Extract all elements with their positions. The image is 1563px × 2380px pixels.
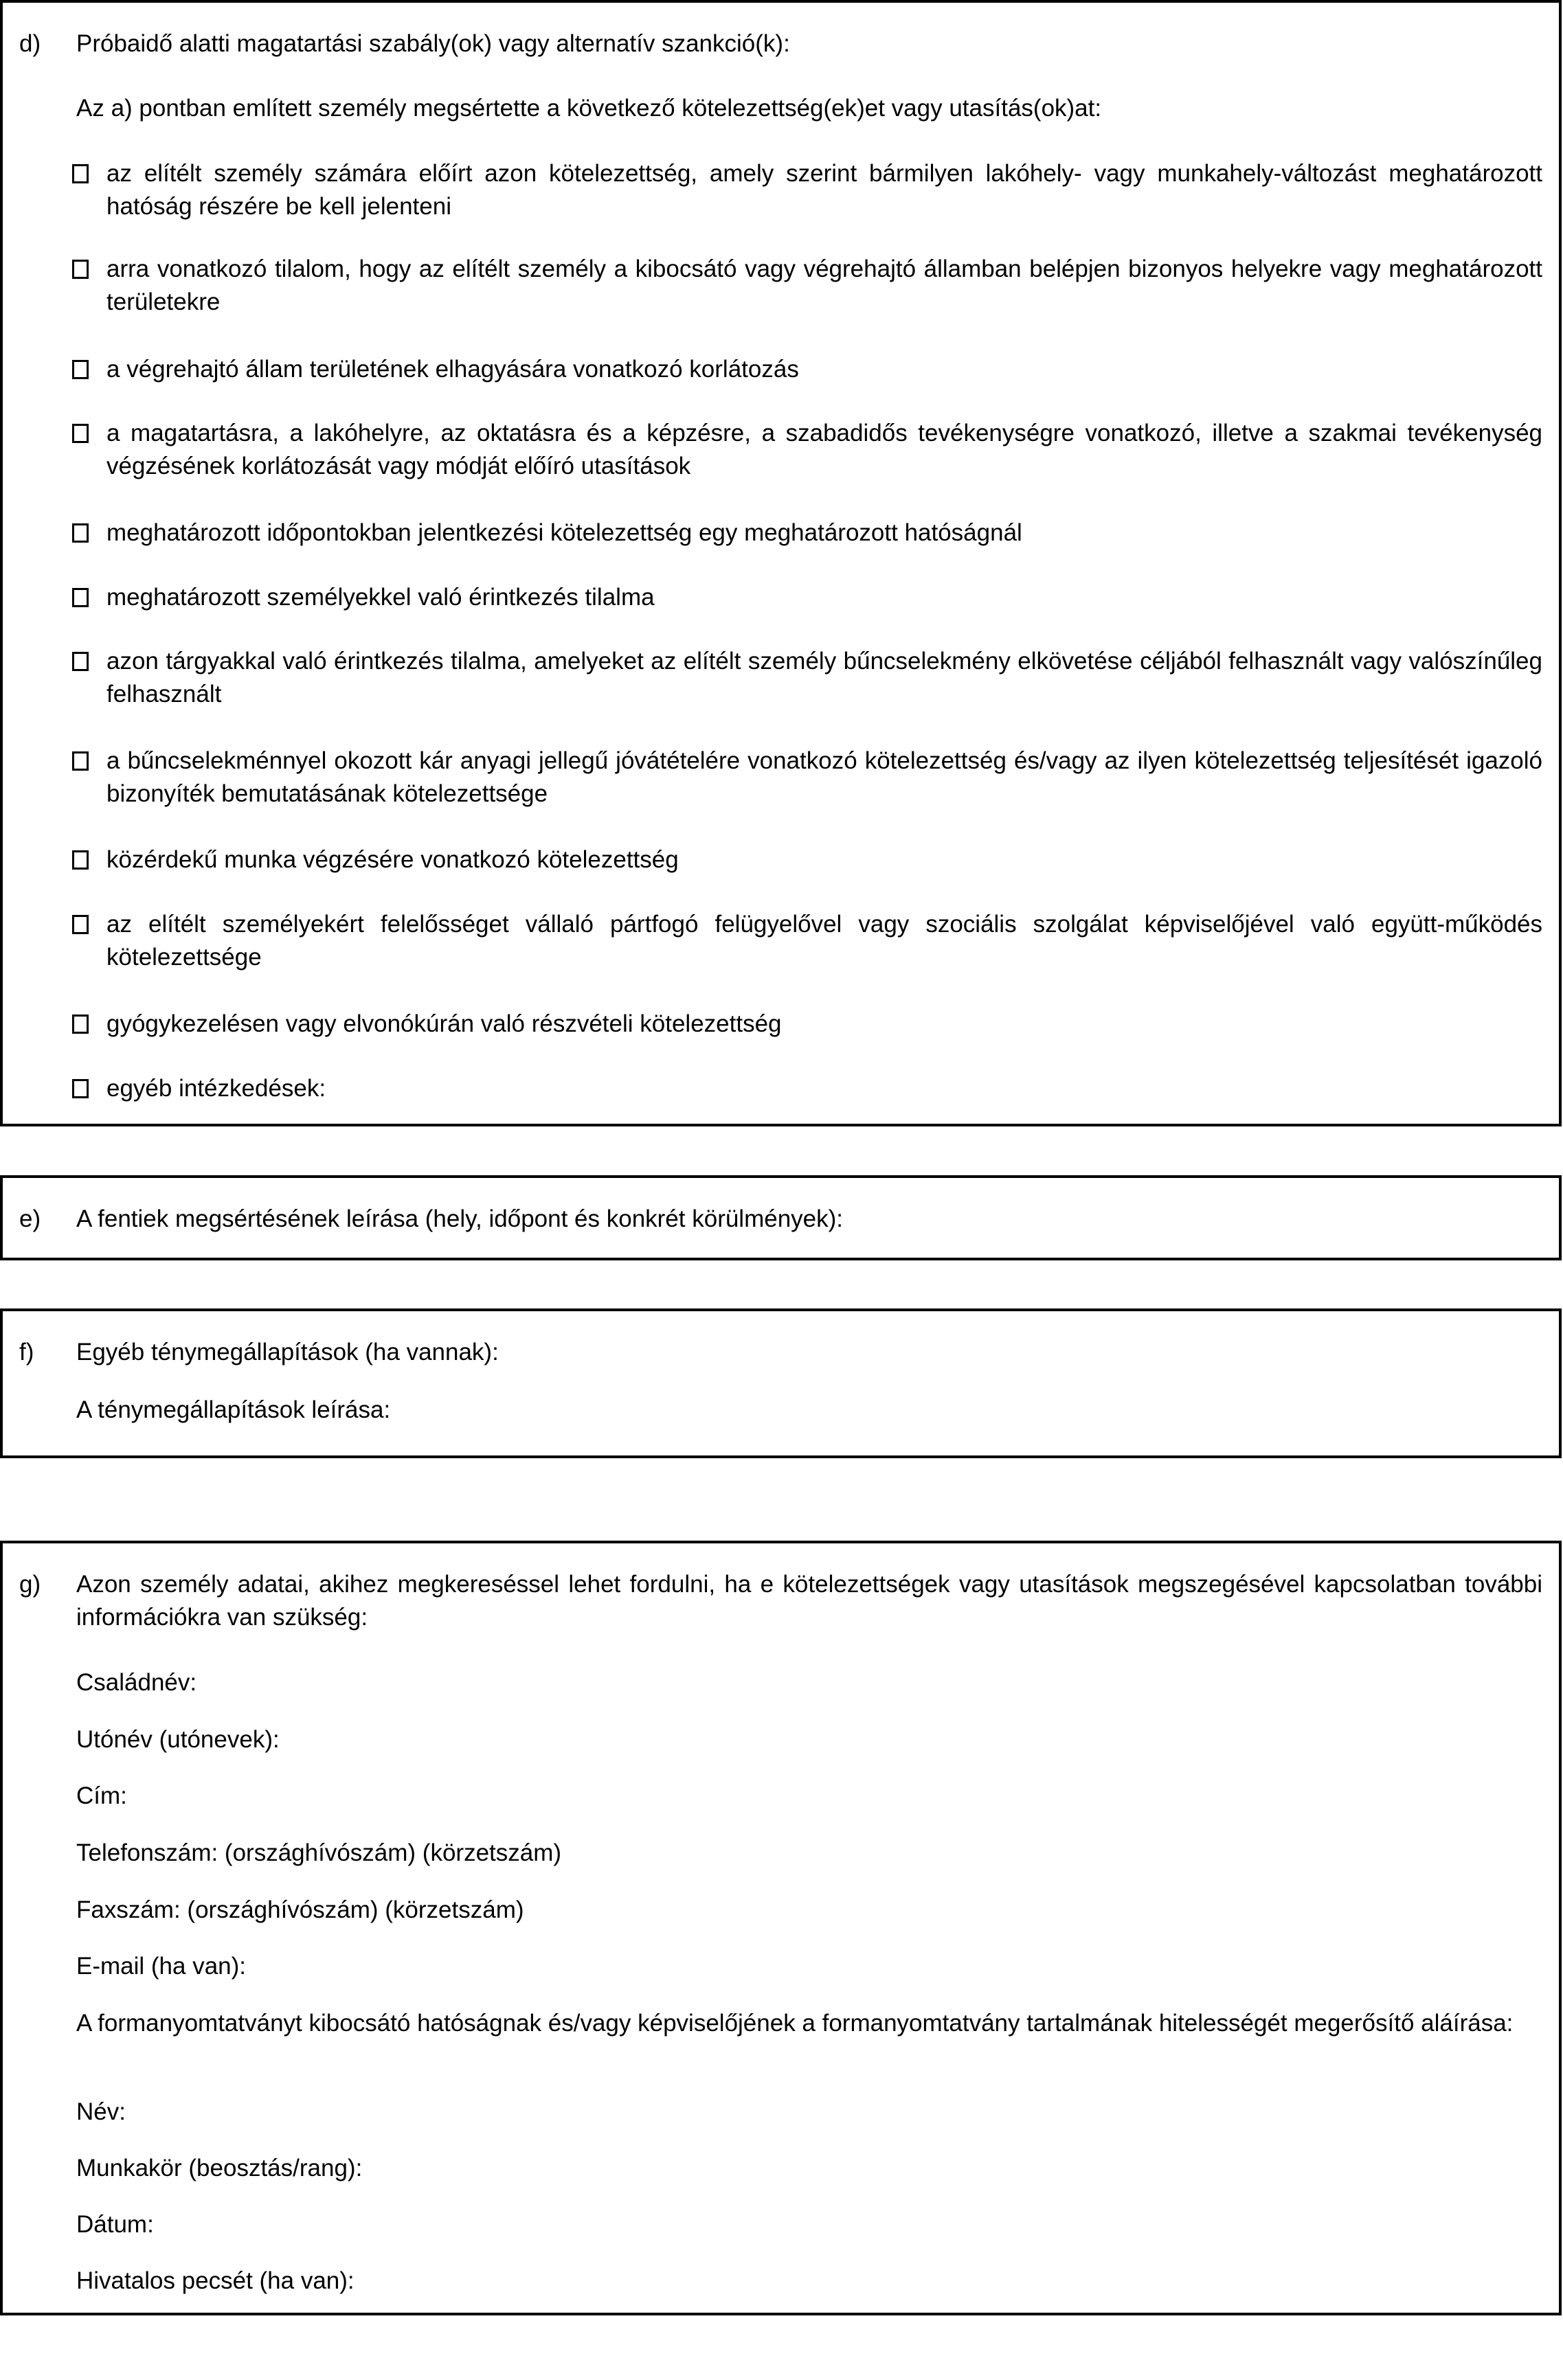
signature-date-field: Dátum: xyxy=(76,2211,154,2238)
checklist-item-text: egyéb intézkedések: xyxy=(106,1075,326,1102)
checklist-item-leave-restriction[interactable] xyxy=(72,353,1542,386)
checklist-item-contact-persons-ban[interactable] xyxy=(72,581,1542,614)
checkbox[interactable] xyxy=(72,1079,89,1098)
signer-position-field: Munkakör (beosztás/rang): xyxy=(76,2155,363,2181)
checkbox[interactable] xyxy=(72,164,89,183)
checkbox[interactable] xyxy=(72,260,89,279)
section-d-title: Próbaidő alatti magatartási szabály(ok) vagy alternatív szankció(k): xyxy=(76,30,790,57)
checklist-item-text: a végrehajtó állam területének elhagyására vonatkozó korlátozás xyxy=(106,356,799,383)
checklist-item-behaviour-instructions[interactable] xyxy=(72,417,1542,483)
section-e-title: A fentiek megsértésének leírása (hely, időpont és konkrét körülmények): xyxy=(76,1205,844,1232)
official-stamp-field: Hivatalos pecsét (ha van): xyxy=(76,2267,355,2294)
checkbox[interactable] xyxy=(72,424,89,443)
section-f-heading xyxy=(19,1336,1542,1369)
section-d-label: d) xyxy=(19,30,41,57)
checklist-item-compensation[interactable] xyxy=(72,745,1542,811)
checklist-item-text: azon tárgyakkal való érintkezés tilalma, amelyeket az elítélt személy bűncselekmény elkövetése céljából felhasznált vagy valószínűleg felhasznált xyxy=(106,648,1542,707)
checklist-item-entry-ban[interactable] xyxy=(72,253,1542,319)
checklist-item-text: meghatározott időpontokban jelentkezési kötelezettség egy meghatározott hatóságnál xyxy=(106,519,1022,546)
checkbox[interactable] xyxy=(72,850,89,870)
section-e-label: e) xyxy=(19,1205,41,1232)
section-d-box xyxy=(0,0,1562,1126)
checklist-item-other-measures[interactable] xyxy=(72,1072,1542,1105)
checklist-item-contact-objects-ban[interactable] xyxy=(72,645,1542,711)
section-d-intro: Az a) pontban említett személy megsértette a következő kötelezettség(ek)et vagy utasítás(ok)at: xyxy=(76,95,1102,122)
checklist-item-probation-cooperation[interactable] xyxy=(72,908,1542,974)
section-g-heading xyxy=(19,1568,1542,1634)
checklist-item-community-service[interactable] xyxy=(72,843,1542,876)
checkbox[interactable] xyxy=(72,360,89,379)
signature-intro: A formanyomtatványt kibocsátó hatóságnak és/vagy képviselőjének a formanyomtatvány tartalmának hitelességét megerősítő aláírása: xyxy=(76,2010,1514,2037)
section-f-box xyxy=(0,1308,1562,1458)
checkbox[interactable] xyxy=(72,652,89,671)
section-g-label: g) xyxy=(19,1571,41,1598)
signer-name-field: Név: xyxy=(76,2098,126,2125)
checklist-item-text: közérdekű munka végzésére vonatkozó kötelezettség xyxy=(106,846,679,873)
given-names-field: Utónév (utónevek): xyxy=(76,1726,280,1753)
fax-field: Faxszám: (országhívószám) (körzetszám) xyxy=(76,1896,524,1923)
email-field: E-mail (ha van): xyxy=(76,1953,247,1980)
checkbox[interactable] xyxy=(72,915,89,934)
checklist-item-text: arra vonatkozó tilalom, hogy az elítélt személy a kibocsátó vagy végrehajtó államban belépjen bizonyos helyekre vagy meghatározott területekre xyxy=(106,256,1542,315)
checkbox[interactable] xyxy=(72,751,89,771)
phone-field: Telefonszám: (országhívószám) (körzetszám) xyxy=(76,1839,562,1866)
checklist-item-text: gyógykezelésen vagy elvonókúrán való részvételi kötelezettség xyxy=(106,1010,782,1037)
checklist-item-text: az elítélt személy számára előírt azon kötelezettség, amely szerint bármilyen lakóhely- vagy munkahely-változást meghatározott hatóság részére be kell jelenteni xyxy=(106,160,1542,220)
checklist-item-text: meghatározott személyekkel való érintkezés tilalma xyxy=(106,584,655,611)
section-f-title: Egyéb ténymegállapítások (ha vannak): xyxy=(76,1339,499,1365)
section-e-heading xyxy=(19,1203,1542,1236)
checklist-item-text: az elítélt személyekért felelősséget vállaló pártfogó felügyelővel vagy szociális szolgálat képviselőjével való együtt-működés kötelezettsége xyxy=(106,911,1542,971)
section-f-description-label: A ténymegállapítások leírása: xyxy=(76,1396,391,1423)
section-f-label: f) xyxy=(19,1339,34,1365)
checkbox[interactable] xyxy=(72,523,89,543)
checkbox[interactable] xyxy=(72,588,89,607)
section-d-heading xyxy=(19,27,1542,60)
checklist-item-report-change[interactable] xyxy=(72,157,1542,223)
checkbox[interactable] xyxy=(72,1015,89,1034)
checklist-item-text: a magatartásra, a lakóhelyre, az oktatásra és a képzésre, a szabadidős tevékenységre vonatkozó, illetve a szakmai tevékenység végzésének korlátozását vagy módját előíró utasítások xyxy=(106,420,1542,479)
family-name-field: Családnév: xyxy=(76,1669,197,1696)
section-e-box xyxy=(0,1175,1562,1260)
checklist-item-reporting-duty[interactable] xyxy=(72,517,1542,549)
checklist-item-text: a bűncselekménnyel okozott kár anyagi jellegű jóvátételére vonatkozó kötelezettség és/vagy az ilyen kötelezettség teljesítését igazoló bizonyíték bemutatásának kötelezettsége xyxy=(106,747,1542,807)
checklist-item-treatment[interactable] xyxy=(72,1008,1542,1041)
address-field: Cím: xyxy=(76,1782,127,1809)
section-g-title: Azon személy adatai, akihez megkereséssel lehet fordulni, ha e kötelezettségek vagy utasítások megszegésével kapcsolatban további információkra van szükség: xyxy=(76,1571,1542,1631)
section-g-box xyxy=(0,1541,1562,2315)
